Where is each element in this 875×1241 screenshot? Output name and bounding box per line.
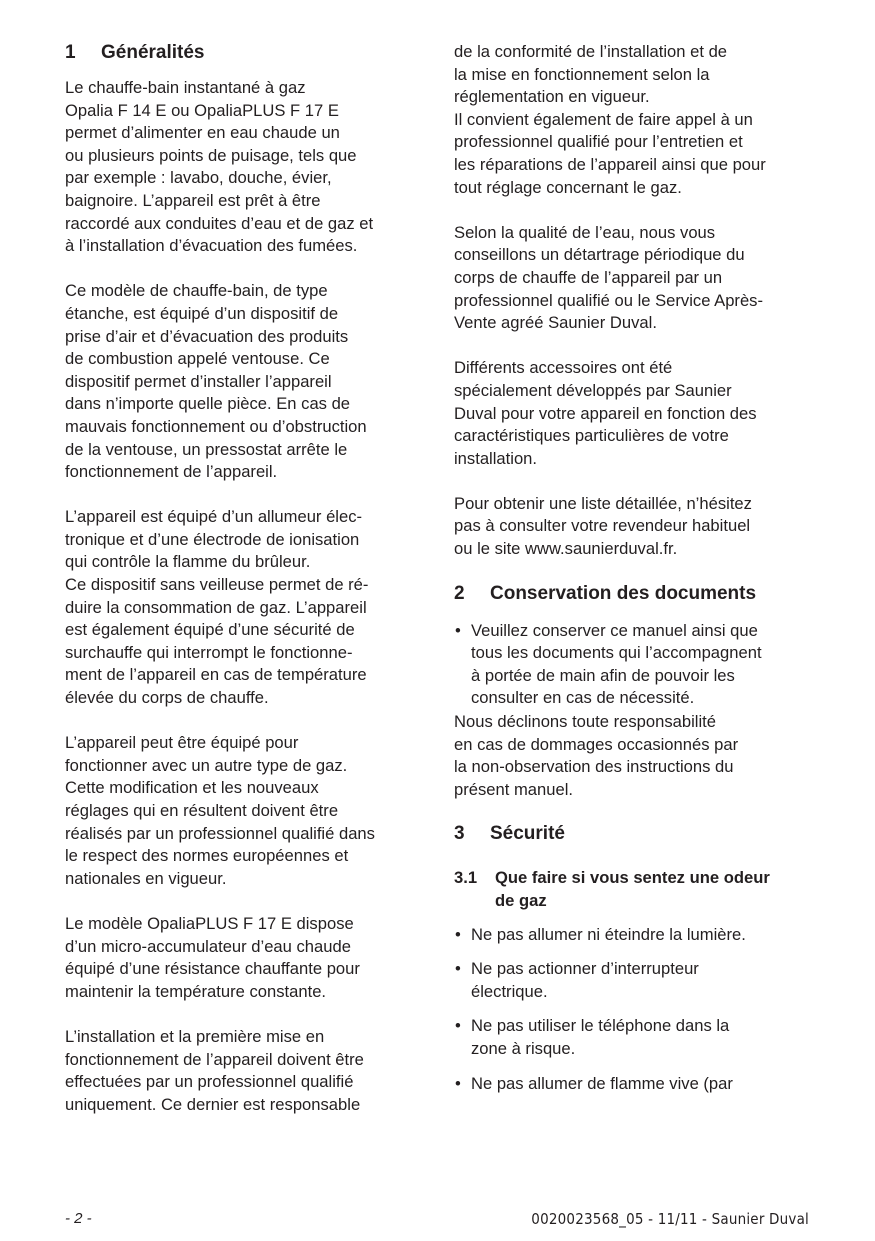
- right-column: [454, 41, 814, 1095]
- section-2-heading: [454, 582, 814, 606]
- bullet-list: [454, 620, 814, 710]
- section-title: Sécurité: [490, 823, 565, 845]
- paragraph: L’installation et la première mise en fonctionnement de l’appareil doivent être effectuées par un professionnel qualifié uniquement. Ce dernier est responsable: [65, 1026, 364, 1114]
- paragraph: Le chauffe-bain instantané à gaz Opalia F 14 E ou OpaliaPLUS F 17 E permet d’alimenter en eau chaude un ou plusieurs points de puisage, tels que par exemple : lavabo, douche, évier, baignoire. L’appareil est prêt à être raccordé aux conduites d’eau et de gaz et à l’installation d’évacuation des fumées.: [65, 78, 374, 256]
- left-column: [65, 41, 420, 1116]
- section-3-heading: [454, 822, 814, 846]
- section-1-heading: [65, 41, 420, 65]
- section-title: Conservation des documents: [490, 582, 757, 604]
- section-number: 1: [65, 42, 76, 63]
- section-number: 3: [454, 823, 465, 845]
- paragraph: de la conformité de l’installation et de la mise en fonctionnement selon la réglementation en vigueur. Il convient également de faire appel à un professionnel qualifié pour l’entretien et les réparations de l’appareil ainsi que pour tout réglage concernant le gaz.: [454, 42, 766, 197]
- paragraph: Différents accessoires ont été spécialement développés par Saunier Duval pour votre appareil en fonction des caractéristiques particulières de votre installation.: [454, 358, 757, 468]
- paragraph: L’appareil est équipé d’un allumeur élec- tronique et d’une électrode de ionisation qui contrôle la flamme du brûleur. Ce dispositif sans veilleuse permet de ré- duire la consommation de gaz. L’appareil est également équipé d’une sécurité de surchauffe qui interrompt le fonctionne- ment de l’appareil en cas de température élevée du corps de chauffe.: [65, 507, 369, 708]
- list-item: • Veuillez conserver ce manuel ainsi que tous les documents qui l’accompagnent à portée de main afin de pouvoir les consulter en cas de nécessité.: [454, 620, 814, 710]
- bullet-list: [454, 924, 814, 1096]
- paragraph: Nous déclinons toute responsabilité en cas de dommages occasionnés par la non-observation des instructions du présent manuel.: [454, 712, 739, 799]
- list-item: • Ne pas utiliser le téléphone dans la zone à risque.: [454, 1015, 814, 1060]
- page-number: - 2 -: [65, 1210, 92, 1227]
- document-reference: 0020023568_05 - 11/11 - Saunier Duval: [531, 1210, 809, 1228]
- paragraph: Pour obtenir une liste détaillée, n’hésitez pas à consulter votre revendeur habituel ou le site www.saunierduval.fr.: [454, 493, 752, 559]
- subsection-title: Que faire si vous sentez une odeur de gaz: [495, 868, 770, 910]
- paragraph: Ce modèle de chauffe-bain, de type étanche, est équipé d’un dispositif de prise d’air et d’évacuation des produits de combustion appelé ventouse. Ce dispositif permet d’installer l’appareil dans n’importe quelle pièce. En cas de mauvais fonctionnement ou d’obstruction de la ventouse, un pressostat arrête le fonctionnement de l’appareil.: [65, 281, 367, 482]
- section-number: 2: [454, 582, 465, 604]
- paragraph: L’appareil peut être équipé pour fonctionner avec un autre type de gaz. Cette modification et les nouveaux réglages qui en résultent doivent être réalisés par un professionnel qualifié dans le respect des normes européennes et nationales en vigueur.: [65, 733, 375, 888]
- subsection-number: 3.1: [454, 868, 478, 888]
- list-item: • Ne pas allumer de flamme vive (par: [454, 1073, 814, 1096]
- paragraph: Selon la qualité de l’eau, nous vous conseillons un détartrage périodique du corps de chauffe de l’appareil par un professionnel qualifié ou le Service Après- Vente agréé Saunier Duval.: [454, 222, 764, 333]
- section-title: Généralités: [101, 42, 205, 63]
- list-item: • Ne pas actionner d’interrupteur électrique.: [454, 958, 814, 1003]
- paragraph: Le modèle OpaliaPLUS F 17 E dispose d’un micro-accumulateur d’eau chaude équipé d’une résistance chauffante pour maintenir la température constante.: [65, 913, 360, 1001]
- subsection-3-1-heading: [454, 867, 814, 912]
- list-item: • Ne pas allumer ni éteindre la lumière.: [454, 924, 814, 947]
